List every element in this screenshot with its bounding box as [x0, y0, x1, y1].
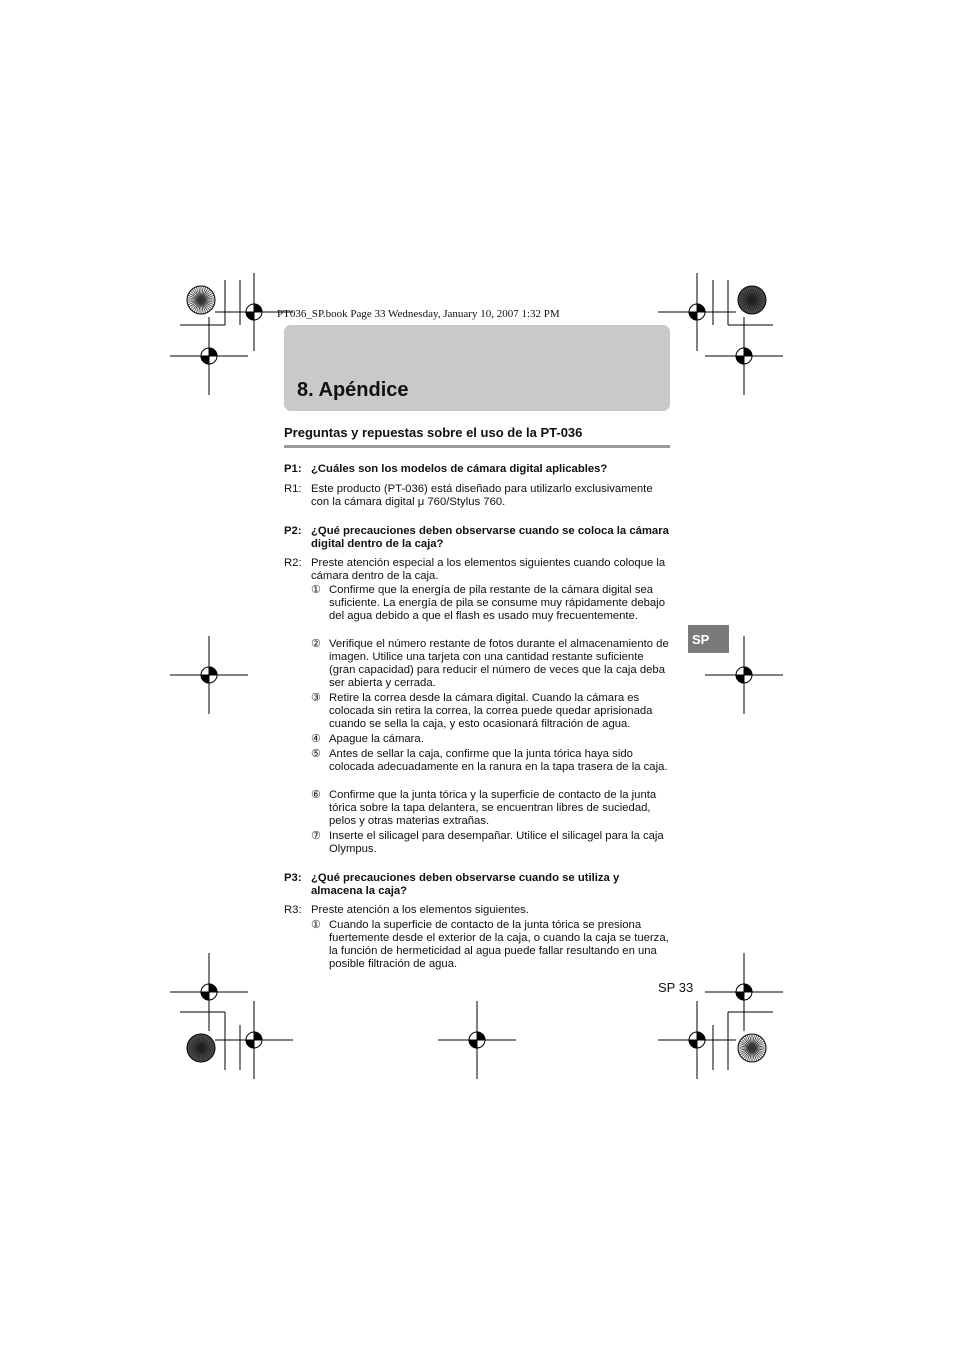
question-3 — [284, 872, 670, 898]
list-item — [311, 733, 670, 746]
qa-text: Preste atención a los elementos siguientes. — [311, 904, 529, 916]
qa-label: P2: — [284, 525, 302, 537]
item-text: Confirme que la energía de pila restante de la cámara digital sea suficiente. La energía de pila se consume muy rápidamente debajo del agua debido a que el flash es usado muy frecuentemente. — [329, 584, 665, 622]
item-number: ② — [311, 638, 321, 650]
qa-text: ¿Qué precauciones deben observarse cuando se coloca la cámara digital dentro de la caja? — [311, 525, 669, 550]
question-2 — [284, 525, 670, 551]
registration-mark — [170, 636, 248, 714]
chapter-banner — [284, 325, 670, 411]
list-item — [311, 638, 670, 690]
print-info: PT036_SP.book Page 33 Wednesday, January 10, 2007 1:32 PM — [277, 308, 560, 320]
item-number: ⑤ — [311, 748, 321, 760]
item-number: ④ — [311, 733, 321, 745]
item-text: Antes de sellar la caja, confirme que la junta tórica haya sido colocada adecuadamente en la ranura en la tapa trasera de la caja. — [329, 748, 668, 773]
list-item — [311, 789, 670, 828]
item-number: ③ — [311, 692, 321, 704]
item-number: ⑥ — [311, 789, 321, 801]
item-number: ① — [311, 584, 321, 596]
qa-text: ¿Qué precauciones deben observarse cuando se utiliza y almacena la caja? — [311, 872, 620, 897]
qa-label: R1: — [284, 483, 302, 495]
section-title: Preguntas y repuestas sobre el uso de la PT-036 — [284, 425, 583, 440]
list-item — [311, 919, 670, 971]
answer-3 — [284, 904, 670, 917]
list-item — [311, 584, 670, 623]
qa-text: Este producto (PT-036) está diseñado para utilizarlo exclusivamente con la cámara digital μ 760/Stylus 760. — [311, 483, 653, 508]
registration-mark — [215, 1001, 293, 1079]
item-text: Confirme que la junta tórica y la superficie de contacto de la junta tórica sobre la tapa delantera, se encuentran libres de suciedad, pelos y otras materias extrañas. — [329, 789, 657, 827]
qa-label: P3: — [284, 872, 302, 884]
registration-mark — [658, 1001, 736, 1079]
starburst-mark — [187, 1034, 215, 1062]
qa-label: P1: — [284, 463, 302, 475]
item-text: Verifique el número restante de fotos durante el almacenamiento de imagen. Utilice una tarjeta con una cantidad restante suficiente (gran capacidad) para reducir el número de veces que la caja deba ser abierta y cerrada. — [329, 638, 669, 689]
item-text: Inserte el silicagel para desempañar. Utilice el silicagel para la caja Olympus. — [329, 830, 664, 855]
starburst-mark — [738, 1034, 766, 1062]
starburst-mark — [738, 286, 766, 314]
page-number: SP 33 — [658, 980, 694, 995]
item-text: Apague la cámara. — [329, 733, 424, 745]
registration-mark — [705, 953, 783, 1031]
chapter-title: 8. Apéndice — [297, 379, 409, 401]
starburst-mark — [187, 286, 215, 314]
section-header — [284, 425, 670, 448]
list-item — [311, 830, 670, 856]
answer-1 — [284, 483, 670, 509]
qa-label: R3: — [284, 904, 302, 916]
item-number: ① — [311, 919, 321, 931]
list-item — [311, 692, 670, 731]
registration-mark — [705, 317, 783, 395]
list-item — [311, 748, 670, 774]
item-text: Retire la correa desde la cámara digital. Cuando la cámara es colocada sin retira la correa, la correa puede quedar aprisionada cuando se sella la caja, y esto ocasionará filtración de agua. — [329, 692, 653, 730]
registration-mark — [170, 953, 248, 1031]
question-1 — [284, 463, 670, 476]
item-number: ⑦ — [311, 830, 321, 842]
answer-2 — [284, 557, 670, 583]
qa-label: R2: — [284, 557, 302, 569]
qa-text: ¿Cuáles son los modelos de cámara digital aplicables? — [311, 463, 608, 475]
registration-mark — [438, 1001, 516, 1079]
language-tab: SP — [688, 625, 729, 653]
registration-mark — [170, 317, 248, 395]
qa-text: Preste atención especial a los elementos siguientes cuando coloque la cámara dentro de la caja. — [311, 557, 666, 582]
section-rule — [284, 445, 670, 448]
item-text: Cuando la superficie de contacto de la junta tórica se presiona fuertemente desde el exterior de la caja, o cuando la caja se tuerza, la función de hermeticidad al agua puede fallar resultando en una posible filtración de agua. — [329, 919, 669, 970]
